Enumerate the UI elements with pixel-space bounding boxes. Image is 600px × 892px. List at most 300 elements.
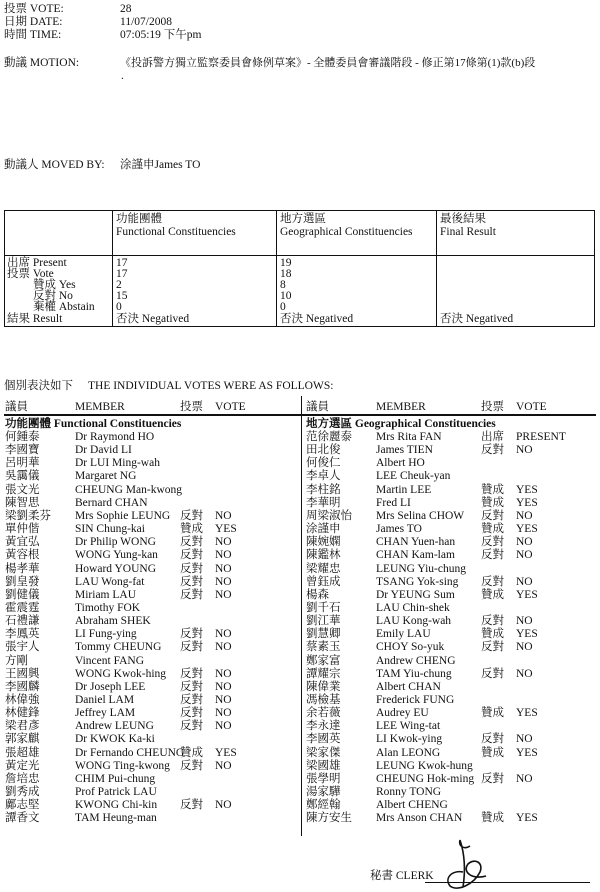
member-name-en: LAU Kong-wah — [376, 615, 452, 628]
member-name-en: Mrs Sophie LEUNG — [75, 509, 171, 522]
member-name-cn: 梁耀忠 — [306, 562, 341, 575]
member-row — [306, 563, 596, 576]
member-row — [5, 681, 295, 694]
vote-cn-header: 投票 — [481, 401, 504, 413]
functional-value: 否決 Negatived — [116, 313, 190, 325]
motion-dot: . — [121, 70, 124, 82]
member-en-header: MEMBER — [376, 401, 426, 413]
member-row — [5, 733, 295, 746]
member-name-en: Mrs Anson CHAN — [376, 812, 463, 825]
member-name-cn: 梁君彥 — [5, 720, 40, 733]
vote-en: NO — [215, 720, 232, 733]
member-name-cn: 張宇人 — [5, 641, 40, 654]
member-name-cn: 范徐麗泰 — [306, 431, 352, 443]
member-name-en: Dr KWOK Ka-ki — [75, 733, 155, 746]
member-row — [5, 431, 295, 444]
member-name-en: Bernard CHAN — [75, 496, 148, 509]
member-name-en: TSANG Yok-sing — [376, 575, 459, 588]
vote-cn: 贊成 — [180, 746, 203, 759]
vote-cn: 反對 — [180, 707, 203, 720]
member-row — [306, 444, 596, 457]
member-name-cn: 梁國雄 — [306, 759, 341, 772]
member-name-cn: 李柱銘 — [306, 483, 341, 496]
section-label — [5, 418, 295, 431]
member-row — [5, 707, 295, 720]
member-row — [5, 747, 295, 760]
member-row — [306, 484, 596, 497]
member-name-cn: 梁家傑 — [306, 746, 341, 759]
vote-en: NO — [215, 562, 232, 575]
functional-header-en: Functional Constituencies — [116, 226, 236, 238]
member-name-cn: 石禮謙 — [5, 615, 40, 628]
vote-cn: 贊成 — [180, 523, 203, 536]
vote-en: NO — [215, 799, 232, 812]
member-row — [306, 747, 596, 760]
member-name-en: Dr YEUNG Sum — [376, 588, 455, 601]
member-name-en: LAU Wong-fat — [75, 575, 145, 588]
member-name-en: Dr Raymond HO — [75, 431, 155, 443]
functional-value: 0 — [116, 301, 122, 313]
member-row — [5, 786, 295, 799]
member-row — [5, 510, 295, 523]
member-name-en: Dr Joseph LEE — [75, 680, 146, 693]
functional-value: 15 — [116, 290, 128, 302]
time-label: 時間 TIME: — [4, 29, 62, 41]
vote-en: NO — [215, 536, 232, 549]
functional-header-cn: 功能團體 — [116, 213, 162, 225]
member-name-cn: 梁劉柔芬 — [5, 509, 51, 522]
member-name-cn: 楊森 — [306, 588, 329, 601]
member-name-en: Albert CHAN — [376, 680, 441, 693]
vote-cn: 反對 — [481, 772, 504, 785]
member-name-cn: 李卓人 — [306, 470, 341, 483]
member-row — [306, 523, 596, 536]
member-row — [5, 549, 295, 562]
vote-cn: 贊成 — [481, 707, 504, 720]
member-name-cn: 湯家驊 — [306, 786, 341, 799]
vote-cn: 反對 — [180, 720, 203, 733]
member-row — [306, 536, 596, 549]
final-value: 否決 Negatived — [440, 313, 514, 325]
functional-value: 17 — [116, 257, 128, 269]
vote-cn: 贊成 — [481, 746, 504, 759]
member-name-cn: 鄭經翰 — [306, 799, 341, 812]
vote-en: YES — [516, 707, 538, 720]
member-row — [306, 641, 596, 654]
column-divider — [301, 396, 302, 836]
vote-en: NO — [215, 588, 232, 601]
geographical-value: 19 — [280, 257, 292, 269]
summary-table — [4, 210, 595, 327]
summary-row-label: 棄權 Abstain — [33, 301, 95, 313]
member-name-cn: 劉江華 — [306, 615, 341, 628]
member-name-en: LEE Wing-tat — [376, 720, 441, 733]
member-row — [306, 549, 596, 562]
member-name-en: LI Kwok-ying — [376, 733, 443, 746]
member-row — [5, 694, 295, 707]
final-header-en: Final Result — [440, 226, 496, 238]
vote-number-label: 投票 VOTE: — [4, 3, 64, 15]
member-name-en: Dr LUI Ming-wah — [75, 457, 160, 470]
vote-cn: 反對 — [481, 444, 504, 457]
section-title: 功能團體 Functional Constituencies — [5, 418, 182, 430]
vote-en: YES — [516, 628, 538, 641]
vote-en: NO — [215, 759, 232, 772]
vote-cn: 反對 — [180, 799, 203, 812]
vote-en: NO — [215, 641, 232, 654]
member-row — [306, 602, 596, 615]
member-name-cn: 李國英 — [306, 733, 341, 746]
vote-cn: 反對 — [481, 536, 504, 549]
clerk-signature — [430, 832, 520, 892]
member-name-en: LEE Cheuk-yan — [376, 470, 451, 483]
vote-cn: 反對 — [481, 575, 504, 588]
date-label: 日期 DATE: — [4, 16, 63, 28]
vote-en: NO — [215, 680, 232, 693]
vote-en: NO — [516, 772, 533, 785]
vote-cn: 反對 — [481, 641, 504, 654]
vote-cn: 反對 — [180, 680, 203, 693]
member-row — [5, 444, 295, 457]
vote-en: NO — [215, 707, 232, 720]
member-name-en: CHEUNG Man-kwong — [75, 483, 183, 496]
individual-title-en: THE INDIVIDUAL VOTES WERE AS FOLLOWS: — [88, 380, 334, 392]
member-name-cn: 李鳳英 — [5, 628, 40, 641]
vote-en: NO — [215, 549, 232, 562]
section-label — [306, 418, 596, 431]
member-name-en: LAU Chin-shek — [376, 601, 450, 614]
member-name-cn: 涂謹申 — [306, 523, 341, 536]
member-name-cn: 陳婉嫻 — [306, 536, 341, 549]
vote-cn: 反對 — [180, 575, 203, 588]
member-name-en: Daniel LAM — [75, 694, 135, 706]
vote-en: YES — [516, 588, 538, 601]
member-name-en: LI Fung-ying — [75, 628, 137, 641]
vote-en: NO — [516, 575, 533, 588]
member-name-en: Jeffrey LAM — [75, 707, 136, 720]
member-row — [306, 786, 596, 799]
motion-label: 動議 MOTION: — [4, 57, 80, 69]
member-name-en: CHOY So-yuk — [376, 641, 445, 654]
vote-en-header: VOTE — [215, 401, 246, 413]
member-name-en: Mrs Selina CHOW — [376, 509, 465, 522]
vote-cn: 反對 — [180, 549, 203, 562]
member-name-en: James TO — [376, 523, 422, 536]
member-row — [5, 799, 295, 812]
geographical-value: 10 — [280, 290, 292, 302]
vote-en: NO — [516, 444, 533, 457]
member-name-cn: 譚耀宗 — [306, 667, 341, 680]
vote-cn: 出席 — [481, 431, 504, 443]
member-name-cn: 李國寶 — [5, 444, 40, 457]
member-row — [5, 615, 295, 628]
vote-cn: 贊成 — [481, 483, 504, 496]
member-row — [5, 602, 295, 615]
individual-title-cn: 個別表決如下 — [4, 380, 73, 392]
functional-value: 17 — [116, 268, 128, 280]
member-row — [306, 510, 596, 523]
member-row — [306, 720, 596, 733]
member-name-cn: 劉千石 — [306, 601, 341, 614]
member-name-cn: 張學明 — [306, 772, 341, 785]
vote-en: PRESENT — [516, 431, 566, 443]
member-name-cn: 李華明 — [306, 496, 341, 509]
member-name-cn: 周梁淑怡 — [306, 509, 352, 522]
member-name-cn: 李國麟 — [5, 680, 40, 693]
vote-cn: 反對 — [481, 667, 504, 680]
vote-en: NO — [215, 509, 232, 522]
vote-en: NO — [516, 615, 533, 628]
vote-cn: 贊成 — [481, 523, 504, 536]
vote-cn-header: 投票 — [180, 401, 203, 413]
summary-row-label: 結果 Result — [7, 313, 63, 325]
member-name-cn: 呂明華 — [5, 457, 40, 470]
vote-en: NO — [215, 575, 232, 588]
member-name-cn: 何鍾泰 — [5, 431, 40, 443]
summary-row-label: 投票 Vote — [7, 268, 54, 280]
member-row — [306, 497, 596, 510]
member-name-cn: 陳智思 — [5, 496, 40, 509]
member-row — [5, 536, 295, 549]
member-row — [306, 576, 596, 589]
functional-value: 2 — [116, 279, 122, 291]
vote-en: NO — [516, 536, 533, 549]
member-name-cn: 劉皇發 — [5, 575, 40, 588]
member-name-en: Mrs Rita FAN — [376, 431, 442, 443]
member-name-cn: 劉秀成 — [5, 786, 40, 799]
member-name-en: LEUNG Yiu-chung — [376, 562, 466, 575]
vote-cn: 贊成 — [481, 496, 504, 509]
member-row — [5, 497, 295, 510]
vote-en: YES — [215, 523, 237, 536]
moved-by-label: 動議人 MOVED BY: — [4, 159, 105, 171]
time-value: 07:05:19 下午pm — [120, 29, 202, 41]
member-row — [306, 431, 596, 444]
member-name-cn: 張超雄 — [5, 746, 40, 759]
vote-en: YES — [516, 746, 538, 759]
geographical-value: 否決 Negatived — [280, 313, 354, 325]
member-name-cn: 馮檢基 — [306, 694, 341, 706]
member-row — [306, 457, 596, 470]
vote-cn: 反對 — [180, 536, 203, 549]
vote-en: YES — [516, 523, 538, 536]
member-row — [5, 812, 295, 825]
member-name-cn: 陳方安生 — [306, 812, 352, 825]
vote-en: NO — [516, 641, 533, 654]
member-name-en: Emily LAU — [376, 628, 431, 641]
member-row — [5, 641, 295, 654]
member-row — [5, 628, 295, 641]
member-name-en: Andrew CHENG — [376, 654, 456, 667]
vote-en: NO — [215, 694, 232, 706]
vote-cn: 反對 — [180, 759, 203, 772]
member-name-en: CHIM Pui-chung — [75, 772, 156, 785]
vote-en-header: VOTE — [516, 401, 547, 413]
member-cn-header: 議員 — [306, 401, 329, 413]
vote-cn: 反對 — [180, 509, 203, 522]
member-row — [306, 615, 596, 628]
member-row — [306, 760, 596, 773]
vote-cn: 反對 — [180, 628, 203, 641]
vote-en: NO — [516, 509, 533, 522]
member-name-cn: 林偉強 — [5, 694, 40, 706]
member-row — [5, 484, 295, 497]
member-name-en: LEUNG Kwok-hung — [376, 759, 473, 772]
member-name-en: Ronny TONG — [376, 786, 442, 799]
member-name-cn: 林健鋒 — [5, 707, 40, 720]
member-name-en: WONG Yung-kan — [75, 549, 158, 562]
vote-en: NO — [516, 733, 533, 746]
member-row — [306, 668, 596, 681]
member-row — [306, 707, 596, 720]
member-name-cn: 何俊仁 — [306, 457, 341, 470]
geographical-value: 18 — [280, 268, 292, 280]
member-name-cn: 單仲偕 — [5, 523, 40, 536]
member-name-en: Timothy FOK — [75, 601, 141, 614]
clerk-signature-line — [425, 882, 590, 883]
section-title: 地方選區 Geographical Constituencies — [306, 418, 496, 430]
member-row — [5, 773, 295, 786]
member-name-cn: 黃定光 — [5, 759, 40, 772]
member-name-en: CHAN Kam-lam — [376, 549, 455, 562]
vote-en: YES — [215, 746, 237, 759]
member-name-en: Dr Philip WONG — [75, 536, 156, 549]
member-row — [5, 523, 295, 536]
summary-row-label: 反對 No — [33, 290, 73, 302]
member-name-en: Miriam LAU — [75, 588, 137, 601]
member-name-en: Albert CHENG — [376, 799, 448, 812]
member-name-cn: 劉慧卿 — [306, 628, 341, 641]
member-row — [5, 589, 295, 602]
member-name-cn: 方剛 — [5, 654, 28, 667]
vote-en: NO — [516, 667, 533, 680]
member-name-en: James TIEN — [376, 444, 433, 457]
motion-value: 《投訴警方獨立監察委員會條例草案》- 全體委員會審議階段 - 修正第17條第(1)款(b)段 — [120, 57, 536, 69]
member-row — [5, 655, 295, 668]
vote-cn: 反對 — [481, 733, 504, 746]
vote-cn: 贊成 — [481, 628, 504, 641]
geographical-header-en: Geographical Constituencies — [280, 226, 413, 238]
member-name-en: WONG Kwok-hing — [75, 667, 167, 680]
vote-en: NO — [215, 628, 232, 641]
member-name-cn: 張文光 — [5, 483, 40, 496]
column-header-row — [306, 401, 596, 414]
member-name-en: Howard YOUNG — [75, 562, 157, 575]
member-name-cn: 黃宜弘 — [5, 536, 40, 549]
member-name-en: Fred LI — [376, 496, 411, 509]
member-name-en: Martin LEE — [376, 483, 432, 496]
vote-cn: 反對 — [180, 588, 203, 601]
vote-cn: 反對 — [180, 667, 203, 680]
member-name-en: Tommy CHEUNG — [75, 641, 162, 654]
member-name-cn: 黃容根 — [5, 549, 40, 562]
member-row — [306, 694, 596, 707]
clerk-label: 秘書 CLERK — [370, 870, 434, 882]
member-name-en: WONG Ting-kwong — [75, 759, 170, 772]
geographical-value: 8 — [280, 279, 286, 291]
moved-by-value: 涂謹申James TO — [120, 159, 201, 171]
date-value: 11/07/2008 — [120, 16, 172, 28]
vote-en: YES — [516, 496, 538, 509]
member-row — [306, 799, 596, 812]
member-name-cn: 劉健儀 — [5, 588, 40, 601]
member-name-en: Margaret NG — [75, 470, 137, 483]
final-header-cn: 最後結果 — [440, 213, 486, 225]
vote-en: YES — [516, 812, 538, 825]
member-name-cn: 蔡素玉 — [306, 641, 341, 654]
member-name-en: Frederick FUNG — [376, 694, 455, 706]
member-row — [5, 760, 295, 773]
summary-row-label: 贊成 Yes — [33, 279, 76, 291]
geographical-header-cn: 地方選區 — [280, 213, 326, 225]
vote-cn: 反對 — [180, 641, 203, 654]
vote-cn: 反對 — [180, 694, 203, 706]
member-name-cn: 陳偉業 — [306, 680, 341, 693]
member-name-cn: 郭家麒 — [5, 733, 40, 746]
member-name-en: Prof Patrick LAU — [75, 786, 157, 799]
member-name-en: Audrey EU — [376, 707, 429, 720]
member-name-cn: 詹培忠 — [5, 772, 40, 785]
vote-number-value: 28 — [120, 3, 132, 15]
member-name-cn: 鄺志堅 — [5, 799, 40, 812]
member-row — [306, 589, 596, 602]
member-row — [5, 720, 295, 733]
vote-cn: 反對 — [481, 549, 504, 562]
vote-cn: 贊成 — [481, 812, 504, 825]
member-name-cn: 曾鈺成 — [306, 575, 341, 588]
member-name-cn: 鄭家富 — [306, 654, 341, 667]
member-name-cn: 陳鑑林 — [306, 549, 341, 562]
member-row — [306, 773, 596, 786]
member-name-cn: 吳靄儀 — [5, 470, 40, 483]
vote-cn: 反對 — [180, 562, 203, 575]
member-row — [5, 576, 295, 589]
member-name-en: Dr David LI — [75, 444, 132, 457]
member-row — [306, 655, 596, 668]
vote-cn: 反對 — [481, 509, 504, 522]
member-row — [306, 812, 596, 825]
member-name-en: Alan LEONG — [376, 746, 441, 759]
member-name-en: CHAN Yuen-han — [376, 536, 456, 549]
member-name-cn: 田北俊 — [306, 444, 341, 457]
member-row — [5, 563, 295, 576]
geographical-value: 0 — [280, 301, 286, 313]
vote-en: NO — [215, 667, 232, 680]
member-name-cn: 余若薇 — [306, 707, 341, 720]
member-name-en: Vincent FANG — [75, 654, 145, 667]
member-name-en: KWONG Chi-kin — [75, 799, 158, 812]
vote-cn: 贊成 — [481, 588, 504, 601]
member-name-en: Dr Fernando CHEUNG — [75, 746, 185, 759]
member-name-cn: 譚香文 — [5, 812, 40, 825]
member-name-en: SIN Chung-kai — [75, 523, 145, 536]
member-en-header: MEMBER — [75, 401, 125, 413]
member-row — [306, 681, 596, 694]
member-name-cn: 王國興 — [5, 667, 40, 680]
member-row — [5, 457, 295, 470]
member-name-cn: 楊孝華 — [5, 562, 40, 575]
member-name-cn: 霍震霆 — [5, 601, 40, 614]
member-name-en: TAM Yiu-chung — [376, 667, 452, 680]
member-row — [306, 470, 596, 483]
summary-row-label: 出席 Present — [7, 257, 67, 269]
member-name-en: Abraham SHEK — [75, 615, 151, 628]
member-name-en: Andrew LEUNG — [75, 720, 154, 733]
member-row — [306, 628, 596, 641]
member-name-cn: 李永達 — [306, 720, 341, 733]
member-row — [5, 668, 295, 681]
header-underline — [4, 414, 596, 416]
